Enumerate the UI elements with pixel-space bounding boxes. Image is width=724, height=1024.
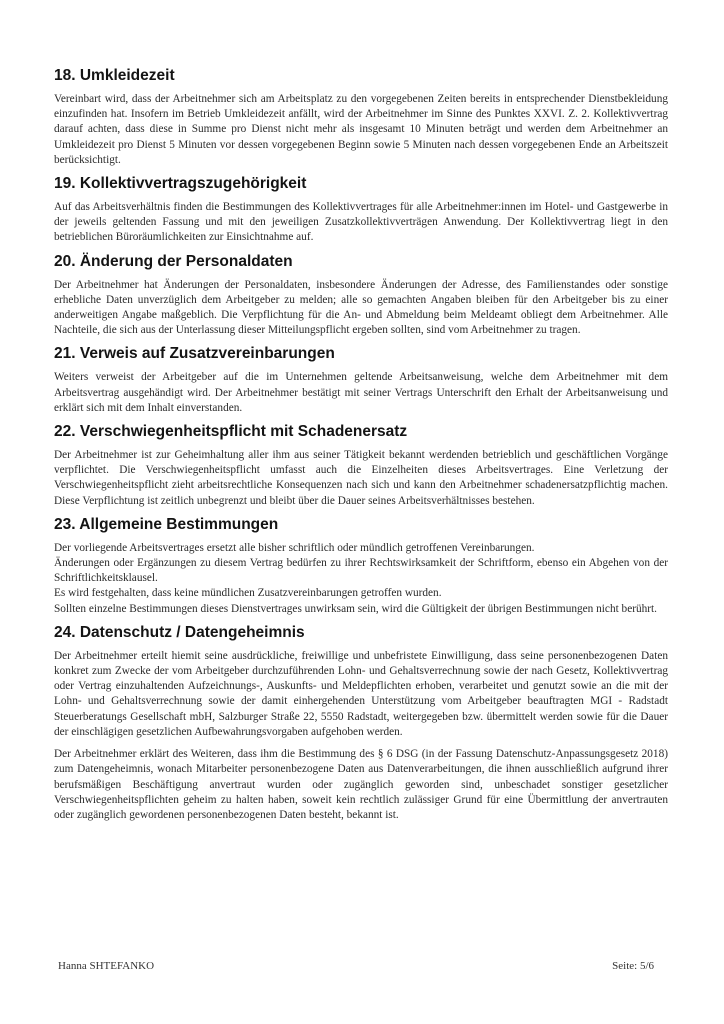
section-aenderung-personaldaten xyxy=(54,252,668,339)
section-heading: 22. Verschwiegenheitspflicht mit Schadenersatz xyxy=(54,423,408,441)
footer-employee-name: Hanna SHTEFANKO xyxy=(58,960,155,972)
section-heading: 21. Verweis auf Zusatzvereinbarungen xyxy=(54,345,335,363)
section-paragraph: Der Arbeitnehmer erklärt des Weiteren, dass ihm die Bestimmung des § 6 DSG (in der Fassung Datenschutz-Anpassungsgesetz 2018) zum Datengeheimnis, wonach Mitarbeiter personenbezogene Daten aus Datenverarbeitungen, die ihnen ausschließlich aufgrund ihrer berufsmäßigen Beschäftigung anvertraut wurden oder zugänglich geworden sind, unbeschadet sonstiger gesetzlicher Verschwiegenheitspflichten geheim zu halten haben, soweit kein rechtlich zulässiger Grund für eine Übermittlung der anvertrauten oder zugänglich gewordenen personenbezogenen Daten besteht, bekannt ist. xyxy=(54,748,668,821)
section-paragraph: Es wird festgehalten, dass keine mündlichen Zusatzvereinbarungen getroffen wurden. xyxy=(54,587,442,600)
section-heading: 23. Allgemeine Bestimmungen xyxy=(54,515,279,533)
section-paragraph: Der Arbeitnehmer hat Änderungen der Personaldaten, insbesondere Änderungen der Adresse, des Familienstandes oder sonstige erhebliche Daten unverzüglich dem Arbeitgeber zu melden; alle so gemachten Angaben bleiben für den Arbeitgeber bis zu einer anderweitigen Angabe maßgeblich. Die Verpflichtung für die An- und Abmeldung beim Meldeamt obliegt dem Arbeitnehmer. Alle Nachteile, die sich aus der Unterlassung dieser Mitteilungspflicht ergeben sollten, sind vom Arbeitnehmer zu tragen. xyxy=(54,278,668,337)
section-heading: 24. Datenschutz / Datengeheimnis xyxy=(54,623,305,641)
section-datenschutz xyxy=(54,623,668,823)
section-paragraph: Weiters verweist der Arbeitgeber auf die im Unternehmen geltende Arbeitsanweisung, welche dem Arbeitnehmer mit dem Arbeitsvertrag ausgehändigt wird. Der Arbeitnehmer bestätigt mit seiner Vertrags Unterschrift den Erhalt der Arbeitsanweisung und erklärt sich mit dem Inhalt einverstanden. xyxy=(54,371,668,414)
section-paragraph: Der Arbeitnehmer erteilt hiemit seine ausdrückliche, freiwillige und unbefristete Einwilligung, dass seine personenbezogenen Daten konkret zum Zwecke der vom Arbeitgeber durchzuführenden Lohn- und Gehaltsverrechnung sowie der nach Gesetz, Kollektivvertrag oder Vertrag einzuhaltenden Aufzeichnungs-, Auskunfts- und Meldepflichten erhoben, verarbeitet und genutzt sowie an die mit der Lohn- und Gehaltsverrechnung sowie der damit einhergehenden Unterstützung vom Arbeitgeber beauftragten MGI - Radstadt Steuerberatungs Gesellschaft mbH, Salzburger Straße 22, 5550 Radstadt, weitergegeben bzw. übermittelt werden sowie für die Dauer der einschlägigen gesetzlichen Aufbewahrungsvorgaben aufgehoben werden. xyxy=(54,649,668,738)
section-paragraph: Vereinbart wird, dass der Arbeitnehmer sich am Arbeitsplatz zu den vorgegebenen Zeiten bereits in entsprechender Dienstbekleidung einzufinden hat. Insofern im Betrieb Umkleidezeit anfällt, wird der Arbeitnehmer im Sinne des Punktes XXVI. Z. 2. Kollektivvertrag darauf achten, dass diese in Summe pro Dienst nicht mehr als insgesamt 10 Minuten beträgt und werden dem Arbeitnehmer an Umkleidezeit pro Dienst 5 Minuten vor dessen vorgegebenen Beginn sowie 5 Minuten nach dessen vorgegebenen Ende an Arbeitszeit berücksichtigt. xyxy=(54,93,668,166)
section-heading: 19. Kollektivvertragszugehörigkeit xyxy=(54,175,307,193)
section-umkleidezeit xyxy=(54,66,668,168)
document-body xyxy=(54,66,668,829)
section-paragraph: Der vorliegende Arbeitsvertrages ersetzt alle bisher schriftlich oder mündlich getroffenen Vereinbarungen. xyxy=(54,541,535,554)
section-heading: 20. Änderung der Personaldaten xyxy=(54,252,293,270)
section-paragraph: Auf das Arbeitsverhältnis finden die Bestimmungen des Kollektivvertrages für alle Arbeitnehmer:innen im Hotel- und Gastgewerbe in der jeweils geltenden Fassung und mit den jeweiligen Zusatzkollektivverträgen Anwendung. Der Kollektivvertrag liegt in den betrieblichen Büroräumlichkeiten zur Einsichtnahme auf. xyxy=(54,201,668,244)
section-verschwiegenheitspflicht xyxy=(54,422,668,509)
section-paragraph: Änderungen oder Ergänzungen zu diesem Vertrag bedürfen zu ihrer Rechtswirksamkeit der Schriftform, ebenso ein Abgehen von der Schriftlichkeitsklausel. xyxy=(54,557,668,585)
footer-page-number: Seite: 5/6 xyxy=(612,960,654,972)
section-verweis-zusatzvereinbarungen xyxy=(54,344,668,416)
section-heading: 18. Umkleidezeit xyxy=(54,67,175,84)
section-allgemeine-bestimmungen xyxy=(54,515,668,617)
section-paragraph: Der Arbeitnehmer ist zur Geheimhaltung aller ihm aus seiner Tätigkeit bekannt werdenden betrieblich und geschäftlichen Vorgänge verpflichtet. Die Verschwiegenheitspflicht umfasst auch die Einzelheiten dieses Arbeitsvertrages. Eine Verletzung der Verschwiegenheitspflicht zieht arbeitsrechtliche Konsequenzen nach sich und kann den Arbeitnehmer schadenersatzpflichtig machen. Diese Verpflichtung ist zeitlich unbegrenzt und bleibt über die Dauer seines Arbeitsverhältnisses bestehen. xyxy=(54,449,668,507)
section-kollektivvertragszugehoerigkeit xyxy=(54,174,668,246)
section-paragraph: Sollten einzelne Bestimmungen dieses Dienstvertrages unwirksam sein, wird die Gültigkeit der übrigen Bestimmungen nicht berührt. xyxy=(54,602,657,615)
